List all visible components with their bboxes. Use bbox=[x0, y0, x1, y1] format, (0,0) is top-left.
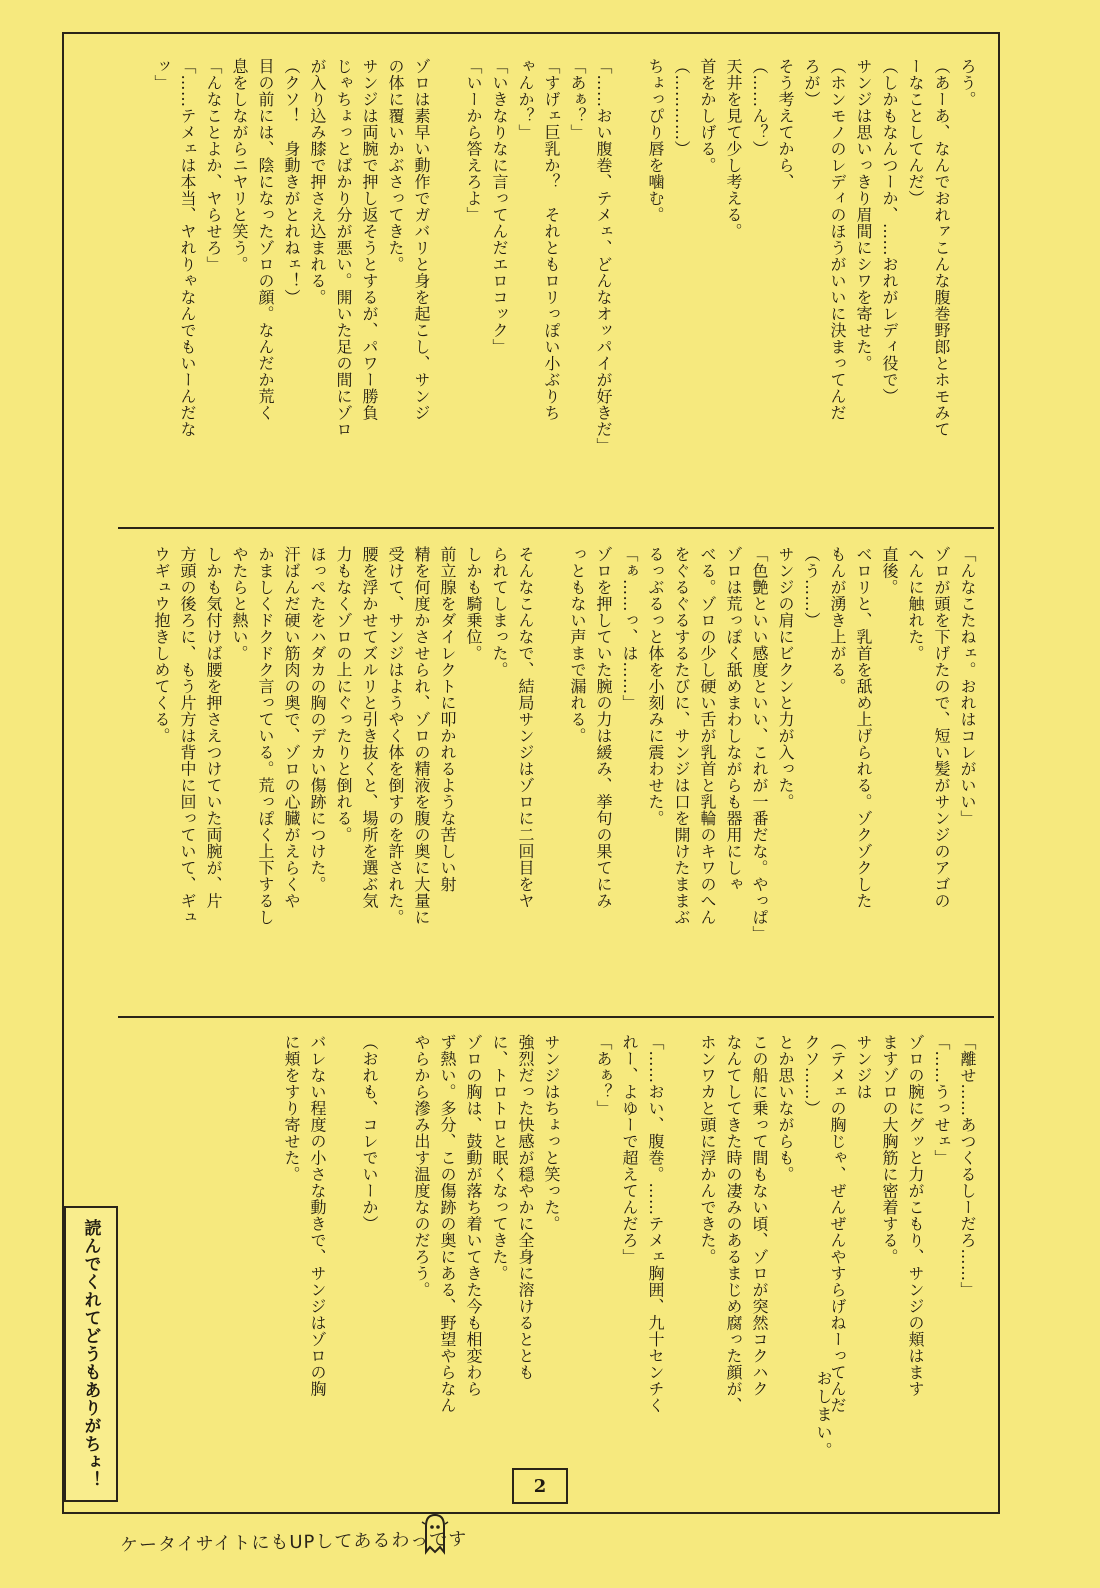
paragraph: もんが湧き上がる。 bbox=[828, 546, 847, 695]
paragraph: （あーあ、なんでおれァこんな腹巻野郎とホモみて bbox=[932, 58, 951, 438]
paragraph: ゾロを押していた腕の力は緩み、挙句の果てにみ bbox=[594, 546, 613, 909]
paragraph: サンジは両腕で押し返そうとするが、パワー勝負 bbox=[360, 58, 379, 421]
paragraph: に、トロトロと眠くなってきた。 bbox=[490, 1034, 509, 1282]
paragraph: 「あぁ？」 bbox=[594, 1034, 613, 1117]
paragraph: じゃちょっとばかり分が悪い。開いた足の間にゾロ bbox=[334, 58, 353, 438]
paragraph: ろが） bbox=[802, 58, 821, 108]
paragraph: しかも気付けば腰を押さえつけていた両腕が、片 bbox=[204, 546, 223, 909]
paragraph: （おれも、コレでいーか） bbox=[360, 1034, 379, 1232]
paragraph bbox=[564, 1034, 590, 1434]
paragraph: ベロリと、乳首を舐め上げられる。ゾクゾクした bbox=[854, 546, 873, 909]
paragraph: かましくドクドク言っている。荒っぽく上下するし bbox=[256, 546, 275, 926]
paragraph: バレない程度の小さな動きで、サンジはゾロの胸 bbox=[308, 1034, 327, 1397]
paragraph bbox=[434, 58, 460, 498]
paragraph: 力もなくゾロの上にぐったりと倒れる。 bbox=[334, 546, 353, 843]
paragraph: が入り込み膝で押さえ込まれる。 bbox=[308, 58, 327, 306]
paragraph: そう考えてから、 bbox=[776, 58, 795, 190]
paragraph: 首をかしげる。 bbox=[698, 58, 717, 174]
paragraph: （…………） bbox=[672, 58, 691, 157]
paragraph: 「んなことよか、ヤらせろ」 bbox=[204, 58, 223, 273]
paragraph: （……ん？） bbox=[750, 58, 769, 157]
paragraph: ますゾロの大胸筋に密着する。 bbox=[880, 1034, 899, 1265]
paragraph: 「離せ……あつくるしーだろ……」 bbox=[958, 1034, 977, 1298]
paragraph: 「あぁ？」 bbox=[568, 58, 587, 141]
paragraph: 「……おい腹巻、テメェ、どんなオッパイが好きだ」 bbox=[594, 58, 613, 454]
paragraph: 「……おい、腹巻。……テメェ胸囲、九十センチく bbox=[646, 1034, 665, 1414]
paragraph: へんに触れた。 bbox=[906, 546, 925, 662]
paragraph: ちょっぴり唇を噛む。 bbox=[646, 58, 665, 223]
paragraph: 「ぁ……っ、は……」 bbox=[620, 546, 639, 711]
paragraph: 「色艶といい感度といい、これが一番だな。やっぱ」 bbox=[750, 546, 769, 942]
paragraph: 精を何度かさせられ、ゾロの精液を腹の奥に大量に bbox=[412, 546, 431, 926]
thanks-box bbox=[64, 1206, 118, 1502]
paragraph: 天井を見て少し考える。 bbox=[724, 58, 743, 240]
paragraph: に頬をすり寄せた。 bbox=[282, 1034, 301, 1183]
paragraph: しかも騎乗位。 bbox=[464, 546, 483, 662]
paragraph: 腰を浮かせてズルリと引き抜くと、場所を選ぶ気 bbox=[360, 546, 379, 909]
paragraph: クソ……） bbox=[802, 1034, 821, 1117]
paragraph: サンジの肩にビクンと力が入った。 bbox=[776, 546, 795, 810]
paragraph bbox=[538, 546, 564, 986]
paragraph: この船に乗って間もない頃、ゾロが突然コクハク bbox=[750, 1034, 769, 1397]
paragraph: 受けて、サンジはようやく体を倒すのを許された。 bbox=[386, 546, 405, 926]
paragraph: ッ」 bbox=[152, 58, 171, 91]
paragraph: （う……） bbox=[802, 546, 821, 629]
paragraph bbox=[668, 1034, 694, 1434]
paragraph bbox=[330, 1034, 356, 1434]
paragraph: をぐるぐるするたびに、サンジは口を開けたままぶ bbox=[672, 546, 691, 926]
paragraph: やらから滲み出す温度なのだろう。 bbox=[412, 1034, 431, 1298]
paragraph: 前立腺をダイレクトに叩かれるような苦しい射 bbox=[438, 546, 457, 893]
paragraph: 「すげェ巨乳か？ それともロリっぽい小ぶりち bbox=[542, 58, 561, 421]
paragraph: 「……うっせェ」 bbox=[932, 1034, 951, 1166]
paragraph: （テメェの胸じゃ、ぜんぜんやすらげねーってんだ bbox=[828, 1034, 847, 1414]
paragraph: サンジは bbox=[854, 1034, 873, 1100]
paragraph: るっぶるっと体を小刻みに震わせた。 bbox=[646, 546, 665, 827]
paragraph: ーなことしてんだ） bbox=[906, 58, 925, 207]
paragraph: ゾロの胸は、鼓動が落ち着いてきた今も相変わら bbox=[464, 1034, 483, 1397]
paragraph: 「……テメェは本当、ヤれりゃなんでもいーんだな bbox=[178, 58, 197, 438]
paragraph: サンジはちょっと笑った。 bbox=[542, 1034, 561, 1232]
closing-text: おしまい。 bbox=[814, 1370, 833, 1460]
paragraph: （クソ！ 身動きがとれねェ！） bbox=[282, 58, 301, 306]
text-section-bottom bbox=[250, 1034, 980, 1434]
paragraph: れー、よゆーで超えてんだろ」 bbox=[620, 1034, 639, 1265]
paragraph: ホンワカと頭に浮かんできた。 bbox=[698, 1034, 717, 1265]
text-section-top bbox=[90, 58, 980, 498]
paragraph: っともない声まで漏れる。 bbox=[568, 546, 587, 744]
paragraph: 強烈だった快感が穏やかに全身に溶けるととも bbox=[516, 1034, 535, 1381]
ghost-doodle-icon bbox=[420, 1512, 450, 1556]
paragraph: （しかもなんつーか、……おれがレディ役で） bbox=[880, 58, 899, 405]
paragraph: 「いーから答えろよ」 bbox=[464, 58, 483, 223]
paragraph: 「いきなりなに言ってんだエロコック」 bbox=[490, 58, 509, 355]
paragraph: とか思いながらも。 bbox=[776, 1034, 795, 1183]
paragraph: 方頭の後ろに、もう片方は背中に回っていて、ギュ bbox=[178, 546, 197, 926]
page-number: 2 bbox=[512, 1468, 568, 1504]
thanks-text: 読んでくれてどうもありがちょ！ bbox=[80, 1219, 101, 1489]
paragraph bbox=[382, 1034, 408, 1434]
paragraph: ゃんか？」 bbox=[516, 58, 535, 141]
paragraph: べる。ゾロの少し硬い舌が乳首と乳輪のキワのへん bbox=[698, 546, 717, 926]
paragraph: ゾロの腕にグッと力がこもり、サンジの頬はます bbox=[906, 1034, 925, 1397]
paragraph: ろう。 bbox=[958, 58, 977, 108]
paragraph: ゾロは荒っぽく舐めまわしながらも器用にしゃ bbox=[724, 546, 743, 893]
handwritten-note: ケータイサイトにもUPしてあるわっです bbox=[119, 1528, 468, 1557]
paragraph: ウギュウ抱きしめてくる。 bbox=[152, 546, 171, 744]
paragraph: 直後。 bbox=[880, 546, 899, 596]
paragraph: なんてしてきた時の凄みのあるまじめ腐った顔が、 bbox=[724, 1034, 743, 1414]
paragraph: 「んなこたねェ。おれはコレがいい」 bbox=[958, 546, 977, 827]
text-section-middle bbox=[90, 546, 980, 986]
section-divider-1 bbox=[118, 527, 994, 529]
paragraph: ず熱い。多分、この傷跡の奥にある、野望やらなん bbox=[438, 1034, 457, 1414]
paragraph: られてしまった。 bbox=[490, 546, 509, 678]
paragraph: サンジは思いっきり眉間にシワを寄せた。 bbox=[854, 58, 873, 372]
paragraph: （ホンモノのレディのほうがいいに決まってんだ bbox=[828, 58, 847, 421]
paragraph bbox=[616, 58, 642, 498]
paragraph: 汗ばんだ硬い筋肉の奥で、ゾロの心臓がえらくや bbox=[282, 546, 301, 909]
section-divider-2 bbox=[118, 1016, 994, 1018]
paragraph: ゾロが頭を下げたので、短い髪がサンジのアゴの bbox=[932, 546, 951, 909]
paragraph: 目の前には、陰になったゾロの顔。なんだか荒く bbox=[256, 58, 275, 421]
paragraph: の体に覆いかぶさってきた。 bbox=[386, 58, 405, 273]
paragraph: やたらと熱い。 bbox=[230, 546, 249, 662]
paragraph: ほっぺたをハダカの胸のデカい傷跡につけた。 bbox=[308, 546, 327, 893]
paragraph: そんなこんなで、結局サンジはゾロに二回目をヤ bbox=[516, 546, 535, 909]
paragraph: 息をしながらニヤリと笑う。 bbox=[230, 58, 249, 273]
paragraph: ゾロは素早い動作でガバリと身を起こし、サンジ bbox=[412, 58, 431, 421]
